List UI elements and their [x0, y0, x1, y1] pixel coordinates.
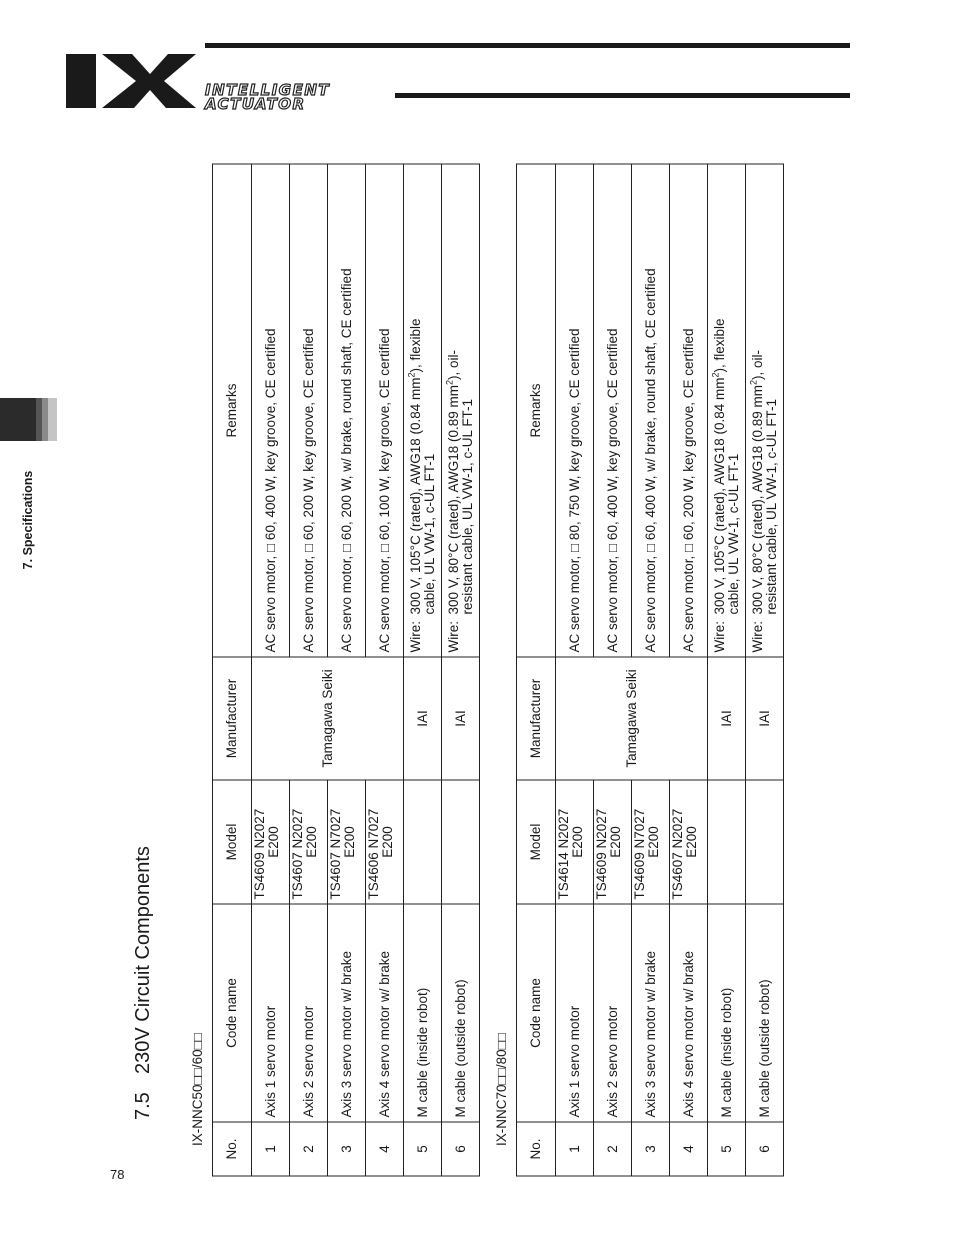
components-table-1: [212, 164, 480, 1177]
col-remarks: Remarks: [213, 164, 252, 657]
section-number: 7.5: [131, 1092, 154, 1120]
table-row: 4 Axis 4 servo motor w/ brake TS4607 N2027 E200 AC servo motor, □ 60, 200 W, key groove, CE certified: [669, 164, 707, 1176]
table-row: 6 M cable (outside robot) IAI Wire:300 V, 80°C (rated), AWG18 (0.89 $mm^2$), oil-resistant cable, UL VW-1, c-UL FT-1: [745, 164, 783, 1176]
table-row: 1 Axis 1 servo motor TS4609 N2027 E200 Tamagawa Seiki AC servo motor, □ 60, 400 W, key groove, CE certified: [252, 164, 290, 1176]
col-model: Model: [213, 780, 252, 904]
ix-logo-icon: [66, 52, 196, 110]
chapter-label: [18, 455, 38, 585]
col-code-name: Code name: [516, 904, 555, 1122]
header-rule-top: [205, 43, 850, 48]
col-no: No.: [213, 1122, 252, 1176]
brand-name: [205, 83, 395, 111]
brand-line-1: INTELLIGENT: [205, 81, 331, 99]
table-2-subtitle: IX-NNC70□□/80□□: [493, 1033, 509, 1146]
col-code-name: Code name: [213, 904, 252, 1122]
section-title: [126, 820, 160, 1120]
manufacturer-cell: Tamagawa Seiki: [252, 657, 404, 780]
col-remarks: Remarks: [516, 164, 555, 657]
table-1: [216, 164, 476, 1176]
components-table-2: [516, 164, 784, 1177]
manufacturer-cell: Tamagawa Seiki: [555, 657, 707, 780]
table-row: 3 Axis 3 servo motor w/ brake TS4609 N7027 E200 AC servo motor, □ 60, 400 W, w/ brake, round shaft, CE certified: [631, 164, 669, 1176]
table-row: 2 Axis 2 servo motor TS4607 N2027 E200 AC servo motor, □ 60, 200 W, key groove, CE certified: [290, 164, 328, 1176]
col-no: No.: [516, 1122, 555, 1176]
col-manufacturer: Manufacturer: [213, 657, 252, 780]
table-row: 2 Axis 2 servo motor TS4609 N2027 E200 AC servo motor, □ 60, 400 W, key groove, CE certified: [593, 164, 631, 1176]
section-title-text: 230V Circuit Components: [131, 846, 154, 1074]
table-row: 5 M cable (inside robot) IAI Wire:300 V, 105°C (rated), AWG18 (0.84 $mm^2$), flexible cable, UL VW-1, c-UL FT-1: [707, 164, 745, 1176]
table-row: 6 M cable (outside robot) IAI Wire:300 V, 80°C (rated), AWG18 (0.89 $mm^2$), oil-resistant cable, UL VW-1, c-UL FT-1: [442, 164, 480, 1176]
col-model: Model: [516, 780, 555, 904]
table-header-row: [516, 164, 555, 1176]
chapter-tab: [0, 398, 57, 441]
col-manufacturer: Manufacturer: [516, 657, 555, 780]
page-number: 78: [110, 1167, 125, 1182]
table-row: 4 Axis 4 servo motor w/ brake TS4606 N7027 E200 AC servo motor, □ 60, 100 W, key groove, CE certified: [366, 164, 404, 1176]
brand-line-2: ACTUATOR: [205, 95, 306, 113]
table-row: 3 Axis 3 servo motor w/ brake TS4607 N7027 E200 AC servo motor, □ 60, 200 W, w/ brake, round shaft, CE certified: [328, 164, 366, 1176]
table-row: 5 M cable (inside robot) IAI Wire:300 V, 105°C (rated), AWG18 (0.84 $mm^2$), flexible cable, UL VW-1, c-UL FT-1: [404, 164, 442, 1176]
table-row: 1 Axis 1 servo motor TS4614 N2027 E200 Tamagawa Seiki AC servo motor, □ 80, 750 W, key groove, CE certified: [555, 164, 593, 1176]
table-2: [520, 164, 779, 1176]
chapter-label-text: 7. Specifications: [21, 470, 35, 570]
table-header-row: [213, 164, 252, 1176]
header-rule-mid: [395, 93, 850, 98]
table-1-subtitle: IX-NNC50□□/60□□: [189, 1033, 205, 1146]
